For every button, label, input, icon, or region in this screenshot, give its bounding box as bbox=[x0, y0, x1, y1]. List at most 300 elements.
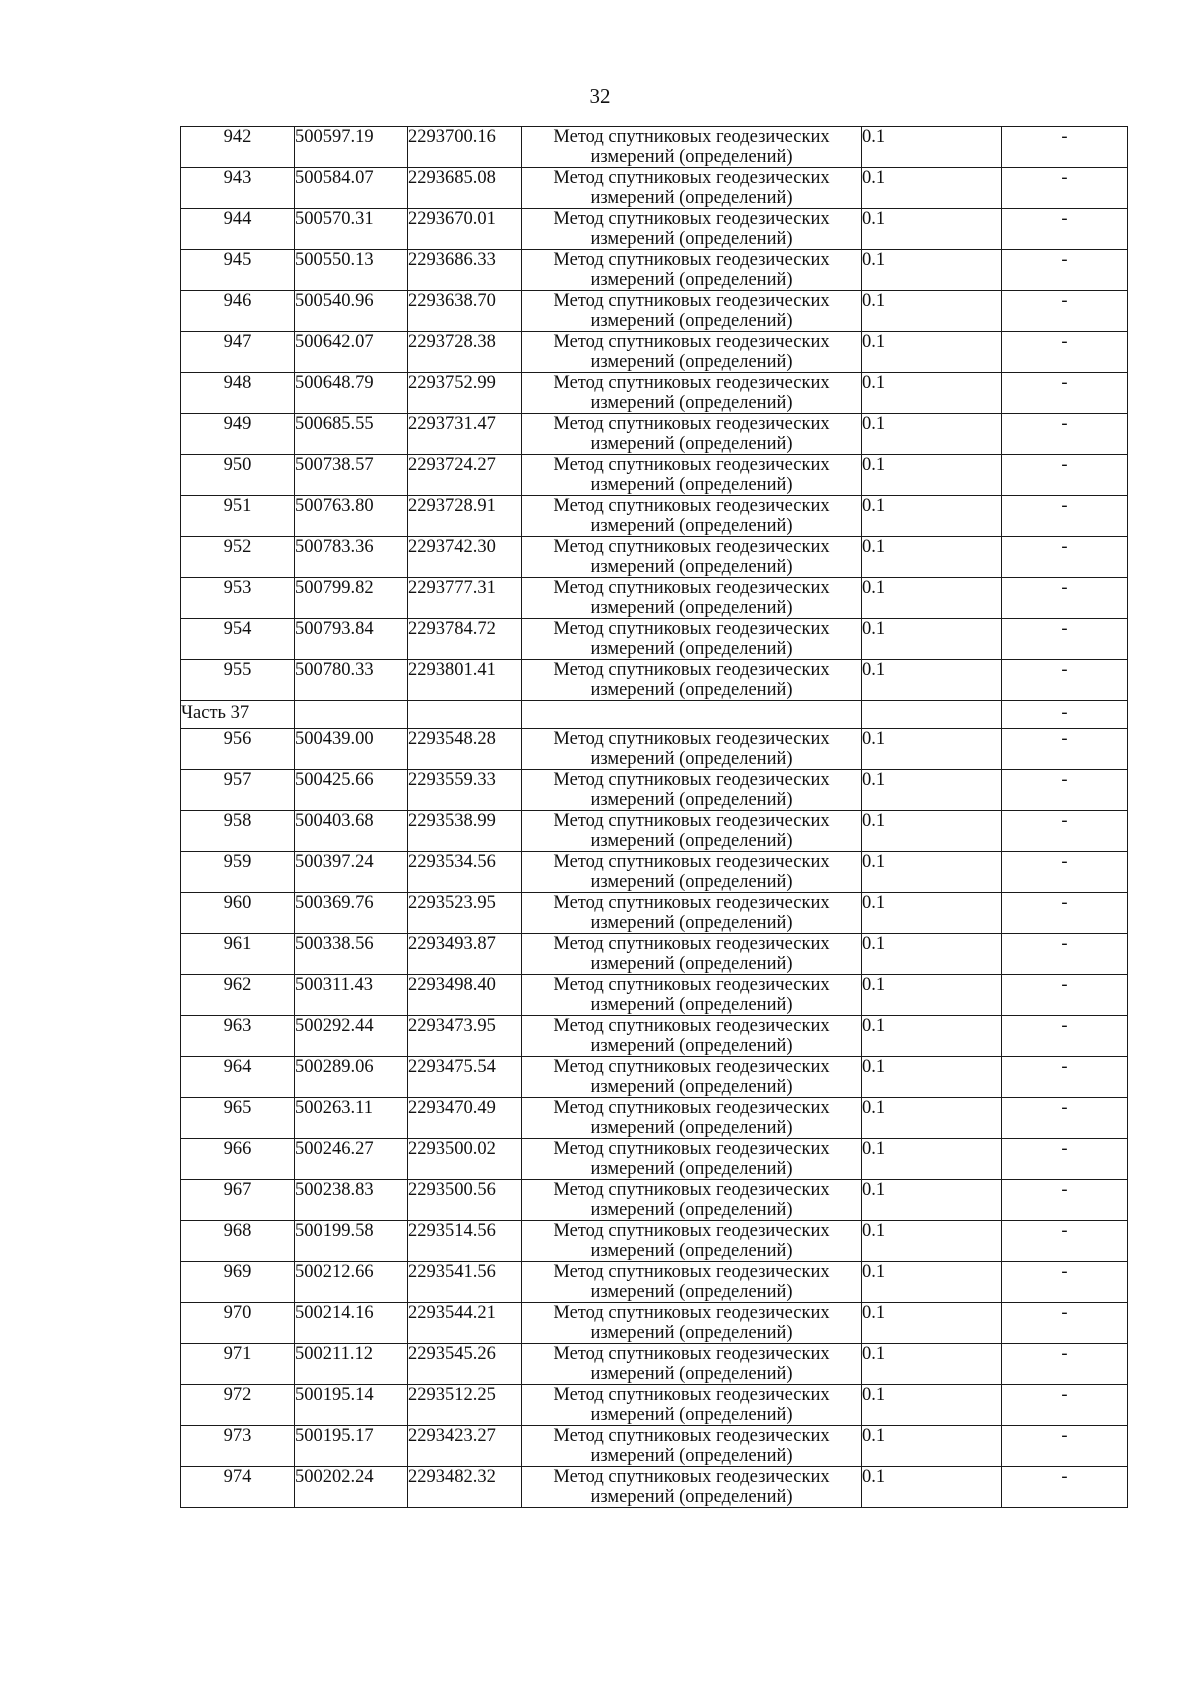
table-row bbox=[181, 852, 1128, 893]
x-coordinate-cell: 500289.06 bbox=[295, 1057, 408, 1098]
table-row bbox=[181, 332, 1128, 373]
y-coordinate-cell: 2293500.02 bbox=[408, 1139, 522, 1180]
x-coordinate-cell: 500793.84 bbox=[295, 619, 408, 660]
table-row bbox=[181, 1262, 1128, 1303]
method-line-1: Метод спутниковых геодезических bbox=[553, 729, 830, 749]
method-line-2: измерений (определений) bbox=[590, 831, 793, 851]
point-number-cell: 961 bbox=[181, 934, 295, 975]
page-number: 32 bbox=[589, 84, 611, 108]
point-number-cell: 962 bbox=[181, 975, 295, 1016]
method-line-2: измерений (определений) bbox=[590, 557, 793, 577]
point-number-cell: 964 bbox=[181, 1057, 295, 1098]
method-line-1: Метод спутниковых геодезических bbox=[553, 537, 830, 557]
x-coordinate-cell: 500195.17 bbox=[295, 1426, 408, 1467]
accuracy-cell: 0.1 bbox=[862, 1057, 1002, 1098]
point-number-cell: 944 bbox=[181, 209, 295, 250]
method-cell bbox=[522, 811, 862, 852]
section-empty-cell bbox=[862, 701, 1002, 729]
y-coordinate-cell: 2293470.49 bbox=[408, 1098, 522, 1139]
method-cell bbox=[522, 1221, 862, 1262]
method-line-1: Метод спутниковых геодезических bbox=[553, 455, 830, 475]
section-label: Часть 37 bbox=[181, 701, 295, 729]
y-coordinate-cell: 2293538.99 bbox=[408, 811, 522, 852]
method-line-1: Метод спутниковых геодезических bbox=[553, 1426, 830, 1446]
method-cell bbox=[522, 1098, 862, 1139]
accuracy-cell: 0.1 bbox=[862, 811, 1002, 852]
accuracy-cell: 0.1 bbox=[862, 1098, 1002, 1139]
point-number-cell: 955 bbox=[181, 660, 295, 701]
table-row bbox=[181, 1016, 1128, 1057]
table-row bbox=[181, 1344, 1128, 1385]
table-body-part-before bbox=[181, 127, 1128, 701]
x-coordinate-cell: 500214.16 bbox=[295, 1303, 408, 1344]
method-line-2: измерений (определений) bbox=[590, 188, 793, 208]
accuracy-cell: 0.1 bbox=[862, 127, 1002, 168]
section-extra-cell: - bbox=[1002, 701, 1128, 729]
method-cell bbox=[522, 975, 862, 1016]
extra-cell: - bbox=[1002, 1385, 1128, 1426]
point-number-cell: 959 bbox=[181, 852, 295, 893]
method-cell bbox=[522, 1467, 862, 1508]
x-coordinate-cell: 500685.55 bbox=[295, 414, 408, 455]
extra-cell: - bbox=[1002, 1303, 1128, 1344]
point-number-cell: 952 bbox=[181, 537, 295, 578]
y-coordinate-cell: 2293686.33 bbox=[408, 250, 522, 291]
x-coordinate-cell: 500584.07 bbox=[295, 168, 408, 209]
table-row bbox=[181, 893, 1128, 934]
accuracy-cell: 0.1 bbox=[862, 332, 1002, 373]
method-cell bbox=[522, 619, 862, 660]
accuracy-cell: 0.1 bbox=[862, 1139, 1002, 1180]
table-row bbox=[181, 455, 1128, 496]
extra-cell: - bbox=[1002, 811, 1128, 852]
method-line-2: измерений (определений) bbox=[590, 913, 793, 933]
x-coordinate-cell: 500425.66 bbox=[295, 770, 408, 811]
y-coordinate-cell: 2293670.01 bbox=[408, 209, 522, 250]
y-coordinate-cell: 2293728.38 bbox=[408, 332, 522, 373]
method-line-2: измерений (определений) bbox=[590, 639, 793, 659]
method-line-1: Метод спутниковых геодезических bbox=[553, 770, 830, 790]
y-coordinate-cell: 2293512.25 bbox=[408, 1385, 522, 1426]
point-number-cell: 950 bbox=[181, 455, 295, 496]
method-cell bbox=[522, 168, 862, 209]
point-number-cell: 949 bbox=[181, 414, 295, 455]
accuracy-cell: 0.1 bbox=[862, 934, 1002, 975]
extra-cell: - bbox=[1002, 1262, 1128, 1303]
table-row bbox=[181, 537, 1128, 578]
extra-cell: - bbox=[1002, 332, 1128, 373]
method-line-2: измерений (определений) bbox=[590, 598, 793, 618]
point-number-cell: 943 bbox=[181, 168, 295, 209]
x-coordinate-cell: 500642.07 bbox=[295, 332, 408, 373]
accuracy-cell: 0.1 bbox=[862, 852, 1002, 893]
accuracy-cell: 0.1 bbox=[862, 209, 1002, 250]
table-row bbox=[181, 496, 1128, 537]
y-coordinate-cell: 2293559.33 bbox=[408, 770, 522, 811]
method-cell bbox=[522, 1385, 862, 1426]
table-row bbox=[181, 578, 1128, 619]
y-coordinate-cell: 2293498.40 bbox=[408, 975, 522, 1016]
method-line-2: измерений (определений) bbox=[590, 270, 793, 290]
method-line-1: Метод спутниковых геодезических bbox=[553, 975, 830, 995]
table-row bbox=[181, 373, 1128, 414]
y-coordinate-cell: 2293777.31 bbox=[408, 578, 522, 619]
method-line-2: измерений (определений) bbox=[590, 1241, 793, 1261]
method-line-2: измерений (определений) bbox=[590, 1118, 793, 1138]
table-row bbox=[181, 250, 1128, 291]
x-coordinate-cell: 500246.27 bbox=[295, 1139, 408, 1180]
method-line-2: измерений (определений) bbox=[590, 1446, 793, 1466]
method-cell bbox=[522, 578, 862, 619]
accuracy-cell: 0.1 bbox=[862, 414, 1002, 455]
method-line-1: Метод спутниковых геодезических bbox=[553, 127, 830, 147]
table-row bbox=[181, 1180, 1128, 1221]
method-cell bbox=[522, 455, 862, 496]
table-row bbox=[181, 1098, 1128, 1139]
method-line-2: измерений (определений) bbox=[590, 1077, 793, 1097]
accuracy-cell: 0.1 bbox=[862, 619, 1002, 660]
extra-cell: - bbox=[1002, 291, 1128, 332]
method-line-1: Метод спутниковых геодезических bbox=[553, 578, 830, 598]
accuracy-cell: 0.1 bbox=[862, 291, 1002, 332]
y-coordinate-cell: 2293482.32 bbox=[408, 1467, 522, 1508]
y-coordinate-cell: 2293801.41 bbox=[408, 660, 522, 701]
method-line-1: Метод спутниковых геодезических bbox=[553, 934, 830, 954]
extra-cell: - bbox=[1002, 1016, 1128, 1057]
method-line-1: Метод спутниковых геодезических bbox=[553, 660, 830, 680]
x-coordinate-cell: 500195.14 bbox=[295, 1385, 408, 1426]
table-row bbox=[181, 811, 1128, 852]
method-line-2: измерений (определений) bbox=[590, 352, 793, 372]
method-line-1: Метод спутниковых геодезических bbox=[553, 893, 830, 913]
method-cell bbox=[522, 1057, 862, 1098]
accuracy-cell: 0.1 bbox=[862, 496, 1002, 537]
method-cell bbox=[522, 1262, 862, 1303]
y-coordinate-cell: 2293544.21 bbox=[408, 1303, 522, 1344]
table-row bbox=[181, 1385, 1128, 1426]
method-line-1: Метод спутниковых геодезических bbox=[553, 496, 830, 516]
table-row bbox=[181, 770, 1128, 811]
extra-cell: - bbox=[1002, 1098, 1128, 1139]
y-coordinate-cell: 2293473.95 bbox=[408, 1016, 522, 1057]
point-number-cell: 960 bbox=[181, 893, 295, 934]
extra-cell: - bbox=[1002, 250, 1128, 291]
extra-cell: - bbox=[1002, 619, 1128, 660]
accuracy-cell: 0.1 bbox=[862, 1262, 1002, 1303]
point-number-cell: 974 bbox=[181, 1467, 295, 1508]
method-line-1: Метод спутниковых геодезических bbox=[553, 619, 830, 639]
point-number-cell: 948 bbox=[181, 373, 295, 414]
x-coordinate-cell: 500403.68 bbox=[295, 811, 408, 852]
table-row bbox=[181, 414, 1128, 455]
accuracy-cell: 0.1 bbox=[862, 537, 1002, 578]
extra-cell: - bbox=[1002, 1426, 1128, 1467]
point-number-cell: 951 bbox=[181, 496, 295, 537]
method-line-1: Метод спутниковых геодезических bbox=[553, 811, 830, 831]
table-row bbox=[181, 1057, 1128, 1098]
method-line-2: измерений (определений) bbox=[590, 1159, 793, 1179]
accuracy-cell: 0.1 bbox=[862, 373, 1002, 414]
accuracy-cell: 0.1 bbox=[862, 770, 1002, 811]
x-coordinate-cell: 500799.82 bbox=[295, 578, 408, 619]
y-coordinate-cell: 2293475.54 bbox=[408, 1057, 522, 1098]
x-coordinate-cell: 500338.56 bbox=[295, 934, 408, 975]
x-coordinate-cell: 500369.76 bbox=[295, 893, 408, 934]
y-coordinate-cell: 2293545.26 bbox=[408, 1344, 522, 1385]
accuracy-cell: 0.1 bbox=[862, 1016, 1002, 1057]
method-line-1: Метод спутниковых геодезических bbox=[553, 1016, 830, 1036]
table-row bbox=[181, 975, 1128, 1016]
point-number-cell: 958 bbox=[181, 811, 295, 852]
x-coordinate-cell: 500211.12 bbox=[295, 1344, 408, 1385]
extra-cell: - bbox=[1002, 934, 1128, 975]
method-line-2: измерений (определений) bbox=[590, 1364, 793, 1384]
x-coordinate-cell: 500763.80 bbox=[295, 496, 408, 537]
method-line-2: измерений (определений) bbox=[590, 1405, 793, 1425]
table-row bbox=[181, 934, 1128, 975]
extra-cell: - bbox=[1002, 1139, 1128, 1180]
extra-cell: - bbox=[1002, 1344, 1128, 1385]
section-empty-cell bbox=[295, 701, 408, 729]
x-coordinate-cell: 500439.00 bbox=[295, 729, 408, 770]
extra-cell: - bbox=[1002, 1467, 1128, 1508]
method-line-1: Метод спутниковых геодезических bbox=[553, 1057, 830, 1077]
method-line-1: Метод спутниковых геодезических bbox=[553, 1467, 830, 1487]
accuracy-cell: 0.1 bbox=[862, 1385, 1002, 1426]
point-number-cell: 971 bbox=[181, 1344, 295, 1385]
y-coordinate-cell: 2293742.30 bbox=[408, 537, 522, 578]
point-number-cell: 956 bbox=[181, 729, 295, 770]
point-number-cell: 970 bbox=[181, 1303, 295, 1344]
y-coordinate-cell: 2293500.56 bbox=[408, 1180, 522, 1221]
extra-cell: - bbox=[1002, 127, 1128, 168]
table-row bbox=[181, 660, 1128, 701]
method-cell bbox=[522, 893, 862, 934]
method-line-2: измерений (определений) bbox=[590, 311, 793, 331]
x-coordinate-cell: 500550.13 bbox=[295, 250, 408, 291]
y-coordinate-cell: 2293700.16 bbox=[408, 127, 522, 168]
method-line-2: измерений (определений) bbox=[590, 680, 793, 700]
y-coordinate-cell: 2293548.28 bbox=[408, 729, 522, 770]
method-line-2: измерений (определений) bbox=[590, 954, 793, 974]
extra-cell: - bbox=[1002, 729, 1128, 770]
method-cell bbox=[522, 127, 862, 168]
method-line-2: измерений (определений) bbox=[590, 995, 793, 1015]
method-line-2: измерений (определений) bbox=[590, 516, 793, 536]
method-line-2: измерений (определений) bbox=[590, 1036, 793, 1056]
accuracy-cell: 0.1 bbox=[862, 1426, 1002, 1467]
x-coordinate-cell: 500311.43 bbox=[295, 975, 408, 1016]
extra-cell: - bbox=[1002, 373, 1128, 414]
point-number-cell: 972 bbox=[181, 1385, 295, 1426]
method-cell bbox=[522, 332, 862, 373]
point-number-cell: 954 bbox=[181, 619, 295, 660]
point-number-cell: 953 bbox=[181, 578, 295, 619]
x-coordinate-cell: 500263.11 bbox=[295, 1098, 408, 1139]
extra-cell: - bbox=[1002, 496, 1128, 537]
x-coordinate-cell: 500292.44 bbox=[295, 1016, 408, 1057]
y-coordinate-cell: 2293423.27 bbox=[408, 1426, 522, 1467]
point-number-cell: 965 bbox=[181, 1098, 295, 1139]
x-coordinate-cell: 500202.24 bbox=[295, 1467, 408, 1508]
method-line-2: измерений (определений) bbox=[590, 229, 793, 249]
extra-cell: - bbox=[1002, 975, 1128, 1016]
method-line-1: Метод спутниковых геодезических bbox=[553, 250, 830, 270]
y-coordinate-cell: 2293685.08 bbox=[408, 168, 522, 209]
extra-cell: - bbox=[1002, 537, 1128, 578]
extra-cell: - bbox=[1002, 414, 1128, 455]
table-row bbox=[181, 729, 1128, 770]
point-number-cell: 947 bbox=[181, 332, 295, 373]
point-number-cell: 945 bbox=[181, 250, 295, 291]
table-row bbox=[181, 291, 1128, 332]
method-cell bbox=[522, 1303, 862, 1344]
table-row bbox=[181, 209, 1128, 250]
y-coordinate-cell: 2293752.99 bbox=[408, 373, 522, 414]
method-cell bbox=[522, 1016, 862, 1057]
x-coordinate-cell: 500212.66 bbox=[295, 1262, 408, 1303]
table-row bbox=[181, 127, 1128, 168]
method-line-2: измерений (определений) bbox=[590, 749, 793, 769]
table-row bbox=[181, 1139, 1128, 1180]
method-line-1: Метод спутниковых геодезических bbox=[553, 168, 830, 188]
method-cell bbox=[522, 852, 862, 893]
method-cell bbox=[522, 1426, 862, 1467]
y-coordinate-cell: 2293534.56 bbox=[408, 852, 522, 893]
extra-cell: - bbox=[1002, 770, 1128, 811]
table-row bbox=[181, 1303, 1128, 1344]
method-line-1: Метод спутниковых геодезических bbox=[553, 1262, 830, 1282]
method-line-2: измерений (определений) bbox=[590, 1487, 793, 1507]
y-coordinate-cell: 2293728.91 bbox=[408, 496, 522, 537]
method-line-1: Метод спутниковых геодезических bbox=[553, 414, 830, 434]
method-line-2: измерений (определений) bbox=[590, 393, 793, 413]
method-cell bbox=[522, 373, 862, 414]
point-number-cell: 942 bbox=[181, 127, 295, 168]
x-coordinate-cell: 500199.58 bbox=[295, 1221, 408, 1262]
method-line-1: Метод спутниковых геодезических bbox=[553, 332, 830, 352]
method-line-2: измерений (определений) bbox=[590, 434, 793, 454]
table-row bbox=[181, 1426, 1128, 1467]
point-number-cell: 969 bbox=[181, 1262, 295, 1303]
point-number-cell: 957 bbox=[181, 770, 295, 811]
y-coordinate-cell: 2293731.47 bbox=[408, 414, 522, 455]
extra-cell: - bbox=[1002, 893, 1128, 934]
method-line-1: Метод спутниковых геодезических bbox=[553, 1221, 830, 1241]
method-cell bbox=[522, 250, 862, 291]
y-coordinate-cell: 2293638.70 bbox=[408, 291, 522, 332]
x-coordinate-cell: 500397.24 bbox=[295, 852, 408, 893]
point-number-cell: 967 bbox=[181, 1180, 295, 1221]
method-line-1: Метод спутниковых геодезических bbox=[553, 1098, 830, 1118]
y-coordinate-cell: 2293724.27 bbox=[408, 455, 522, 496]
point-number-cell: 963 bbox=[181, 1016, 295, 1057]
x-coordinate-cell: 500597.19 bbox=[295, 127, 408, 168]
accuracy-cell: 0.1 bbox=[862, 455, 1002, 496]
table-body-part-after bbox=[181, 729, 1128, 1508]
y-coordinate-cell: 2293523.95 bbox=[408, 893, 522, 934]
method-line-1: Метод спутниковых геодезических bbox=[553, 373, 830, 393]
y-coordinate-cell: 2293784.72 bbox=[408, 619, 522, 660]
accuracy-cell: 0.1 bbox=[862, 729, 1002, 770]
extra-cell: - bbox=[1002, 1221, 1128, 1262]
x-coordinate-cell: 500738.57 bbox=[295, 455, 408, 496]
method-cell bbox=[522, 414, 862, 455]
method-line-2: измерений (определений) bbox=[590, 475, 793, 495]
method-cell bbox=[522, 1180, 862, 1221]
method-cell bbox=[522, 1344, 862, 1385]
method-line-1: Метод спутниковых геодезических bbox=[553, 852, 830, 872]
accuracy-cell: 0.1 bbox=[862, 250, 1002, 291]
method-line-2: измерений (определений) bbox=[590, 1282, 793, 1302]
extra-cell: - bbox=[1002, 168, 1128, 209]
method-line-1: Метод спутниковых геодезических bbox=[553, 209, 830, 229]
table-row bbox=[181, 619, 1128, 660]
x-coordinate-cell: 500540.96 bbox=[295, 291, 408, 332]
accuracy-cell: 0.1 bbox=[862, 1303, 1002, 1344]
x-coordinate-cell: 500570.31 bbox=[295, 209, 408, 250]
x-coordinate-cell: 500783.36 bbox=[295, 537, 408, 578]
method-cell bbox=[522, 537, 862, 578]
y-coordinate-cell: 2293541.56 bbox=[408, 1262, 522, 1303]
accuracy-cell: 0.1 bbox=[862, 975, 1002, 1016]
method-cell bbox=[522, 496, 862, 537]
method-cell bbox=[522, 770, 862, 811]
accuracy-cell: 0.1 bbox=[862, 1344, 1002, 1385]
extra-cell: - bbox=[1002, 1057, 1128, 1098]
point-number-cell: 968 bbox=[181, 1221, 295, 1262]
method-line-2: измерений (определений) bbox=[590, 1323, 793, 1343]
point-number-cell: 966 bbox=[181, 1139, 295, 1180]
extra-cell: - bbox=[1002, 209, 1128, 250]
accuracy-cell: 0.1 bbox=[862, 893, 1002, 934]
method-cell bbox=[522, 934, 862, 975]
accuracy-cell: 0.1 bbox=[862, 168, 1002, 209]
extra-cell: - bbox=[1002, 578, 1128, 619]
x-coordinate-cell: 500648.79 bbox=[295, 373, 408, 414]
extra-cell: - bbox=[1002, 660, 1128, 701]
method-cell bbox=[522, 209, 862, 250]
method-line-2: измерений (определений) bbox=[590, 872, 793, 892]
table-row bbox=[181, 1221, 1128, 1262]
method-line-1: Метод спутниковых геодезических bbox=[553, 1344, 830, 1364]
accuracy-cell: 0.1 bbox=[862, 660, 1002, 701]
table-body-section bbox=[181, 701, 1128, 729]
y-coordinate-cell: 2293514.56 bbox=[408, 1221, 522, 1262]
extra-cell: - bbox=[1002, 455, 1128, 496]
accuracy-cell: 0.1 bbox=[862, 1221, 1002, 1262]
method-line-1: Метод спутниковых геодезических bbox=[553, 1303, 830, 1323]
extra-cell: - bbox=[1002, 1180, 1128, 1221]
point-number-cell: 946 bbox=[181, 291, 295, 332]
method-cell bbox=[522, 660, 862, 701]
method-cell bbox=[522, 291, 862, 332]
method-line-1: Метод спутниковых геодезических bbox=[553, 291, 830, 311]
method-cell bbox=[522, 729, 862, 770]
point-number-cell: 973 bbox=[181, 1426, 295, 1467]
coordinates-table bbox=[180, 126, 1128, 1508]
method-line-1: Метод спутниковых геодезических bbox=[553, 1385, 830, 1405]
section-header-row bbox=[181, 701, 1128, 729]
section-empty-cell bbox=[522, 701, 862, 729]
accuracy-cell: 0.1 bbox=[862, 578, 1002, 619]
y-coordinate-cell: 2293493.87 bbox=[408, 934, 522, 975]
section-empty-cell bbox=[408, 701, 522, 729]
accuracy-cell: 0.1 bbox=[862, 1180, 1002, 1221]
method-line-2: измерений (определений) bbox=[590, 790, 793, 810]
x-coordinate-cell: 500238.83 bbox=[295, 1180, 408, 1221]
table-row bbox=[181, 168, 1128, 209]
